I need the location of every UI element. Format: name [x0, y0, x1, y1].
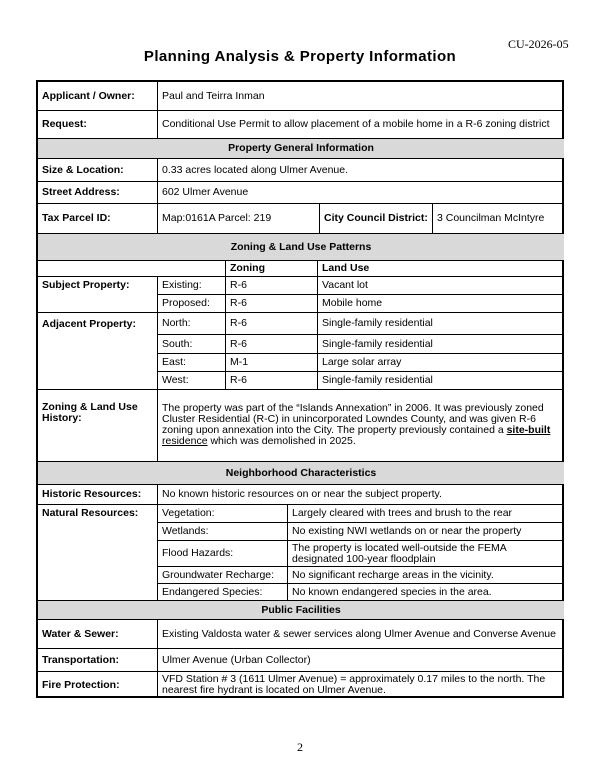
zoning-history-bold: site-built — [506, 424, 551, 436]
section-neighborhood: Neighborhood Characteristics — [38, 462, 564, 485]
subject-existing-use: Vacant lot — [318, 277, 564, 295]
adjacent-property-label: Adjacent Property: — [38, 313, 158, 390]
zoning-history-label: Zoning & Land Use History: — [38, 390, 158, 462]
applicant-value: Paul and Teirra Inman — [158, 82, 564, 111]
historic-resources-label: Historic Resources: — [38, 485, 158, 505]
size-location-label: Size & Location: — [38, 159, 158, 182]
natural-resources-label: Natural Resources: — [38, 505, 158, 601]
adjacent-south-dir: South: — [158, 335, 226, 354]
endangered-species-label: Endangered Species: — [158, 584, 288, 601]
vegetation-value: Largely cleared with trees and brush to the rear — [288, 505, 564, 523]
zoning-column-header: Zoning — [226, 261, 318, 277]
water-sewer-label: Water & Sewer: — [38, 620, 158, 649]
zoning-history-text-3: which was demolished in 2025. — [207, 435, 356, 447]
page-title: Planning Analysis & Property Information — [143, 48, 457, 65]
land-use-column-header: Land Use — [318, 261, 564, 277]
adjacent-north-use: Single-family residential — [318, 313, 564, 335]
request-label: Request: — [38, 111, 158, 139]
council-district-value: 3 Councilman McIntyre — [433, 204, 564, 234]
groundwater-value: No significant recharge areas in the vicinity. — [288, 567, 564, 584]
wetlands-label: Wetlands: — [158, 523, 288, 541]
endangered-species-value: No known endangered species in the area. — [288, 584, 564, 601]
adjacent-west-zone: R-6 — [226, 372, 318, 390]
flood-hazards-label: Flood Hazards: — [158, 541, 288, 567]
subject-proposed-zone: R-6 — [226, 295, 318, 313]
zoning-header-blank — [38, 261, 226, 277]
subject-proposed-dir: Proposed: — [158, 295, 226, 313]
council-district-label: City Council District: — [320, 204, 433, 234]
water-sewer-value: Existing Valdosta water & sewer services along Ulmer Avenue and Converse Avenue — [158, 620, 564, 649]
groundwater-label: Groundwater Recharge: — [158, 567, 288, 584]
historic-resources-value: No known historic resources on or near the subject property. — [158, 485, 564, 505]
subject-existing-zone: R-6 — [226, 277, 318, 295]
vegetation-label: Vegetation: — [158, 505, 288, 523]
zoning-history-text — [158, 390, 564, 462]
zoning-history-text-1: The property was part of the “Islands Annexation” in 2006. It was previously zoned Cluster Residential (R-C) in unincorporated Lowndes County, and was given R-6 zoning upon annexation into the City. The property previously contained a — [162, 402, 544, 436]
transportation-label: Transportation: — [38, 649, 158, 672]
zoning-history-text-2: residence — [162, 435, 208, 447]
subject-property-label: Subject Property: — [38, 277, 158, 313]
flood-hazards-value: The property is located well-outside the FEMA designated 100-year floodplain — [288, 541, 564, 567]
case-number: CU-2026-05 — [508, 37, 569, 51]
wetlands-value: No existing NWI wetlands on or near the property — [288, 523, 564, 541]
tax-parcel-value: Map:0161A Parcel: 219 — [158, 204, 320, 234]
street-address-label: Street Address: — [38, 182, 158, 204]
adjacent-west-use: Single-family residential — [318, 372, 564, 390]
subject-existing-dir: Existing: — [158, 277, 226, 295]
adjacent-south-use: Single-family residential — [318, 335, 564, 354]
subject-proposed-use: Mobile home — [318, 295, 564, 313]
adjacent-east-dir: East: — [158, 354, 226, 372]
adjacent-north-dir: North: — [158, 313, 226, 335]
property-info-table — [36, 80, 564, 698]
section-zoning: Zoning & Land Use Patterns — [38, 234, 564, 261]
size-location-value: 0.33 acres located along Ulmer Avenue. — [158, 159, 564, 182]
tax-parcel-label: Tax Parcel ID: — [38, 204, 158, 234]
fire-protection-label: Fire Protection: — [38, 672, 158, 698]
adjacent-north-zone: R-6 — [226, 313, 318, 335]
section-property-general: Property General Information — [38, 139, 564, 159]
page-number: 2 — [297, 740, 303, 754]
adjacent-south-zone: R-6 — [226, 335, 318, 354]
transportation-value: Ulmer Avenue (Urban Collector) — [158, 649, 564, 672]
request-value: Conditional Use Permit to allow placement of a mobile home in a R-6 zoning district — [158, 111, 564, 139]
adjacent-west-dir: West: — [158, 372, 226, 390]
adjacent-east-zone: M-1 — [226, 354, 318, 372]
adjacent-east-use: Large solar array — [318, 354, 564, 372]
fire-protection-value: VFD Station # 3 (1611 Ulmer Avenue) = approximately 0.17 miles to the north. The nearest fire hydrant is located on Ulmer Avenue. — [162, 673, 546, 696]
section-public-facilities: Public Facilities — [38, 601, 564, 620]
street-address-value: 602 Ulmer Avenue — [158, 182, 564, 204]
applicant-label: Applicant / Owner: — [38, 82, 158, 111]
